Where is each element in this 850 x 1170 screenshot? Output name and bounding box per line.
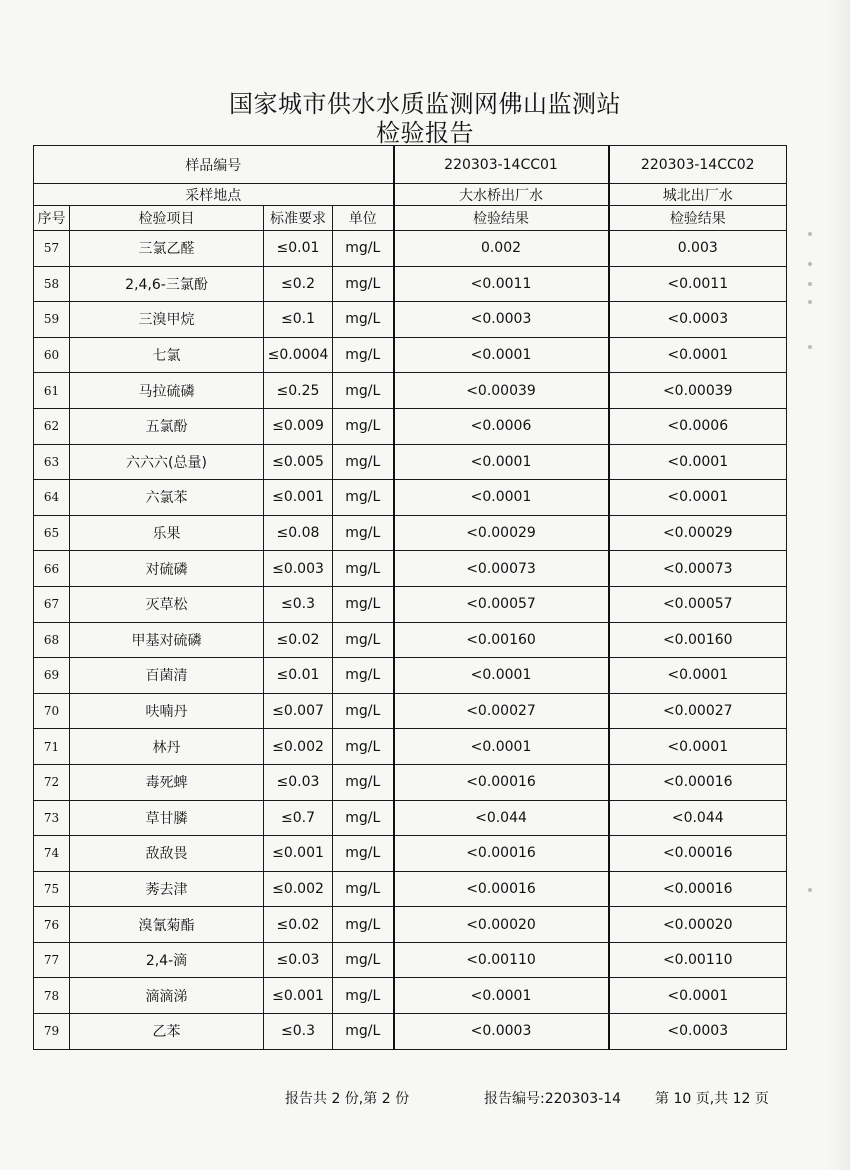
page-number: 第 10 页,共 12 页: [655, 1091, 769, 1107]
row-item: 滴滴涕: [70, 978, 264, 1014]
row-standard: ≤0.01: [264, 658, 333, 694]
row-result-1: <0.00016: [394, 764, 609, 800]
row-no: 72: [34, 764, 70, 800]
row-unit: mg/L: [333, 942, 394, 978]
row-result-2: <0.0001: [609, 658, 787, 694]
row-result-2: <0.0001: [609, 444, 787, 480]
row-item: 七氯: [70, 337, 264, 373]
table-row: [34, 729, 787, 765]
row-no: 61: [34, 373, 70, 409]
row-result-1: <0.00160: [394, 622, 609, 658]
scan-edge: [828, 0, 850, 1170]
table-row: [34, 408, 787, 444]
row-item: 2,4-滴: [70, 942, 264, 978]
row-item: 2,4,6-三氯酚: [70, 266, 264, 302]
row-standard: ≤0.02: [264, 622, 333, 658]
table-row: [34, 586, 787, 622]
row-unit: mg/L: [333, 551, 394, 587]
table-row: [34, 231, 787, 267]
row-unit: mg/L: [333, 800, 394, 836]
row-result-2: <0.0001: [609, 337, 787, 373]
scan-dot: [808, 888, 812, 892]
row-no: 76: [34, 907, 70, 943]
scan-dot: [808, 262, 812, 266]
row-no: 70: [34, 693, 70, 729]
column-header-row: [34, 206, 787, 231]
row-result-1: 0.002: [394, 231, 609, 267]
col-standard-header: 标准要求: [264, 206, 333, 231]
row-standard: ≤0.3: [264, 1014, 333, 1050]
row-result-2: <0.0011: [609, 266, 787, 302]
row-no: 77: [34, 942, 70, 978]
table-row: [34, 836, 787, 872]
row-unit: mg/L: [333, 1014, 394, 1050]
scan-dot: [808, 300, 812, 304]
row-result-2: <0.00020: [609, 907, 787, 943]
row-result-1: <0.0003: [394, 302, 609, 338]
row-item: 草甘膦: [70, 800, 264, 836]
table-row: [34, 515, 787, 551]
table-row: [34, 1014, 787, 1050]
row-result-1: <0.0001: [394, 480, 609, 516]
copies-info: 报告共 2 份,第 2 份: [285, 1091, 410, 1107]
row-item: 莠去津: [70, 871, 264, 907]
row-result-2: <0.00016: [609, 871, 787, 907]
location-2: 城北出厂水: [609, 184, 787, 206]
row-result-1: <0.00027: [394, 693, 609, 729]
table-row: [34, 551, 787, 587]
row-standard: ≤0.2: [264, 266, 333, 302]
row-result-1: <0.0001: [394, 658, 609, 694]
row-standard: ≤0.1: [264, 302, 333, 338]
row-result-2: <0.0001: [609, 480, 787, 516]
row-unit: mg/L: [333, 764, 394, 800]
row-unit: mg/L: [333, 978, 394, 1014]
row-item: 五氯酚: [70, 408, 264, 444]
report-title: 国家城市供水水质监测网佛山监测站: [229, 90, 621, 118]
col-result-header-1: 检验结果: [394, 206, 609, 231]
row-item: 溴氰菊酯: [70, 907, 264, 943]
row-result-1: <0.00016: [394, 871, 609, 907]
table-row: [34, 978, 787, 1014]
row-no: 64: [34, 480, 70, 516]
row-standard: ≤0.03: [264, 942, 333, 978]
row-result-1: <0.0001: [394, 337, 609, 373]
row-standard: ≤0.25: [264, 373, 333, 409]
table-row: [34, 907, 787, 943]
report-number: 报告编号:220303-14: [484, 1091, 622, 1107]
row-unit: mg/L: [333, 836, 394, 872]
row-result-1: <0.044: [394, 800, 609, 836]
row-no: 68: [34, 622, 70, 658]
row-unit: mg/L: [333, 729, 394, 765]
scan-dot: [808, 232, 812, 236]
row-no: 58: [34, 266, 70, 302]
table-row: [34, 337, 787, 373]
row-result-2: <0.0003: [609, 302, 787, 338]
table-row: [34, 693, 787, 729]
row-result-1: <0.00029: [394, 515, 609, 551]
row-result-2: <0.00073: [609, 551, 787, 587]
row-unit: mg/L: [333, 444, 394, 480]
row-item: 灭草松: [70, 586, 264, 622]
table-row: [34, 373, 787, 409]
row-item: 马拉硫磷: [70, 373, 264, 409]
row-result-1: <0.0001: [394, 444, 609, 480]
row-standard: ≤0.009: [264, 408, 333, 444]
row-result-1: <0.00039: [394, 373, 609, 409]
col-no-header: 序号: [34, 206, 70, 231]
row-unit: mg/L: [333, 907, 394, 943]
row-result-2: <0.00110: [609, 942, 787, 978]
row-item: 百菌清: [70, 658, 264, 694]
row-result-2: <0.0001: [609, 729, 787, 765]
row-item: 对硫磷: [70, 551, 264, 587]
row-item: 乙苯: [70, 1014, 264, 1050]
row-no: 79: [34, 1014, 70, 1050]
row-standard: ≤0.003: [264, 551, 333, 587]
row-result-1: <0.00020: [394, 907, 609, 943]
row-unit: mg/L: [333, 373, 394, 409]
row-result-2: <0.00039: [609, 373, 787, 409]
row-unit: mg/L: [333, 231, 394, 267]
row-no: 57: [34, 231, 70, 267]
row-no: 78: [34, 978, 70, 1014]
row-no: 67: [34, 586, 70, 622]
row-item: 呋喃丹: [70, 693, 264, 729]
row-unit: mg/L: [333, 480, 394, 516]
table-row: [34, 302, 787, 338]
location-1: 大水桥出厂水: [394, 184, 609, 206]
row-unit: mg/L: [333, 337, 394, 373]
row-standard: ≤0.001: [264, 836, 333, 872]
row-result-2: <0.00029: [609, 515, 787, 551]
row-standard: ≤0.001: [264, 978, 333, 1014]
row-standard: ≤0.02: [264, 907, 333, 943]
row-result-2: <0.044: [609, 800, 787, 836]
location-row: [34, 184, 787, 206]
row-item: 三溴甲烷: [70, 302, 264, 338]
table-row: [34, 942, 787, 978]
row-unit: mg/L: [333, 266, 394, 302]
row-result-1: <0.00073: [394, 551, 609, 587]
row-unit: mg/L: [333, 622, 394, 658]
row-standard: ≤0.7: [264, 800, 333, 836]
row-standard: ≤0.01: [264, 231, 333, 267]
row-no: 63: [34, 444, 70, 480]
row-no: 69: [34, 658, 70, 694]
row-item: 敌敌畏: [70, 836, 264, 872]
sample-id-label: 样品编号: [34, 146, 394, 184]
row-standard: ≤0.001: [264, 480, 333, 516]
table-row: [34, 871, 787, 907]
row-standard: ≤0.002: [264, 871, 333, 907]
row-no: 65: [34, 515, 70, 551]
row-no: 66: [34, 551, 70, 587]
row-result-2: <0.0001: [609, 978, 787, 1014]
row-item: 林丹: [70, 729, 264, 765]
row-no: 75: [34, 871, 70, 907]
row-result-2: <0.00160: [609, 622, 787, 658]
row-item: 毒死蜱: [70, 764, 264, 800]
row-unit: mg/L: [333, 302, 394, 338]
row-item: 甲基对硫磷: [70, 622, 264, 658]
table-row: [34, 800, 787, 836]
inspection-table: [33, 145, 787, 1050]
table-row: [34, 266, 787, 302]
row-standard: ≤0.007: [264, 693, 333, 729]
row-item: 乐果: [70, 515, 264, 551]
row-result-2: <0.00027: [609, 693, 787, 729]
row-item: 六氯苯: [70, 480, 264, 516]
sample-id-2: 220303-14CC02: [609, 146, 787, 184]
row-item: 六六六(总量): [70, 444, 264, 480]
row-result-2: <0.00016: [609, 836, 787, 872]
row-unit: mg/L: [333, 693, 394, 729]
row-result-1: <0.0003: [394, 1014, 609, 1050]
row-standard: ≤0.08: [264, 515, 333, 551]
col-item-header: 检验项目: [70, 206, 264, 231]
row-result-2: 0.003: [609, 231, 787, 267]
row-result-1: <0.0011: [394, 266, 609, 302]
row-result-2: <0.0006: [609, 408, 787, 444]
row-standard: ≤0.3: [264, 586, 333, 622]
sample-id-1: 220303-14CC01: [394, 146, 609, 184]
table-row: [34, 658, 787, 694]
row-no: 62: [34, 408, 70, 444]
location-label: 采样地点: [34, 184, 394, 206]
row-result-2: <0.0003: [609, 1014, 787, 1050]
row-result-1: <0.0001: [394, 729, 609, 765]
row-item: 三氯乙醛: [70, 231, 264, 267]
row-no: 60: [34, 337, 70, 373]
row-unit: mg/L: [333, 658, 394, 694]
row-standard: ≤0.0004: [264, 337, 333, 373]
row-result-1: <0.00057: [394, 586, 609, 622]
row-result-1: <0.0001: [394, 978, 609, 1014]
row-unit: mg/L: [333, 586, 394, 622]
row-unit: mg/L: [333, 871, 394, 907]
table-row: [34, 622, 787, 658]
row-unit: mg/L: [333, 408, 394, 444]
row-result-1: <0.00110: [394, 942, 609, 978]
sample-id-row: [34, 146, 787, 184]
row-standard: ≤0.03: [264, 764, 333, 800]
row-standard: ≤0.002: [264, 729, 333, 765]
row-no: 73: [34, 800, 70, 836]
table-row: [34, 480, 787, 516]
col-result-header-2: 检验结果: [609, 206, 787, 231]
table-row: [34, 444, 787, 480]
row-result-1: <0.0006: [394, 408, 609, 444]
row-no: 59: [34, 302, 70, 338]
row-no: 71: [34, 729, 70, 765]
row-standard: ≤0.005: [264, 444, 333, 480]
scan-dot: [808, 282, 812, 286]
report-subtitle: 检验报告: [376, 119, 474, 147]
col-unit-header: 单位: [333, 206, 394, 231]
row-result-2: <0.00057: [609, 586, 787, 622]
row-no: 74: [34, 836, 70, 872]
row-result-1: <0.00016: [394, 836, 609, 872]
scan-dot: [808, 345, 812, 349]
row-unit: mg/L: [333, 515, 394, 551]
row-result-2: <0.00016: [609, 764, 787, 800]
table-row: [34, 764, 787, 800]
